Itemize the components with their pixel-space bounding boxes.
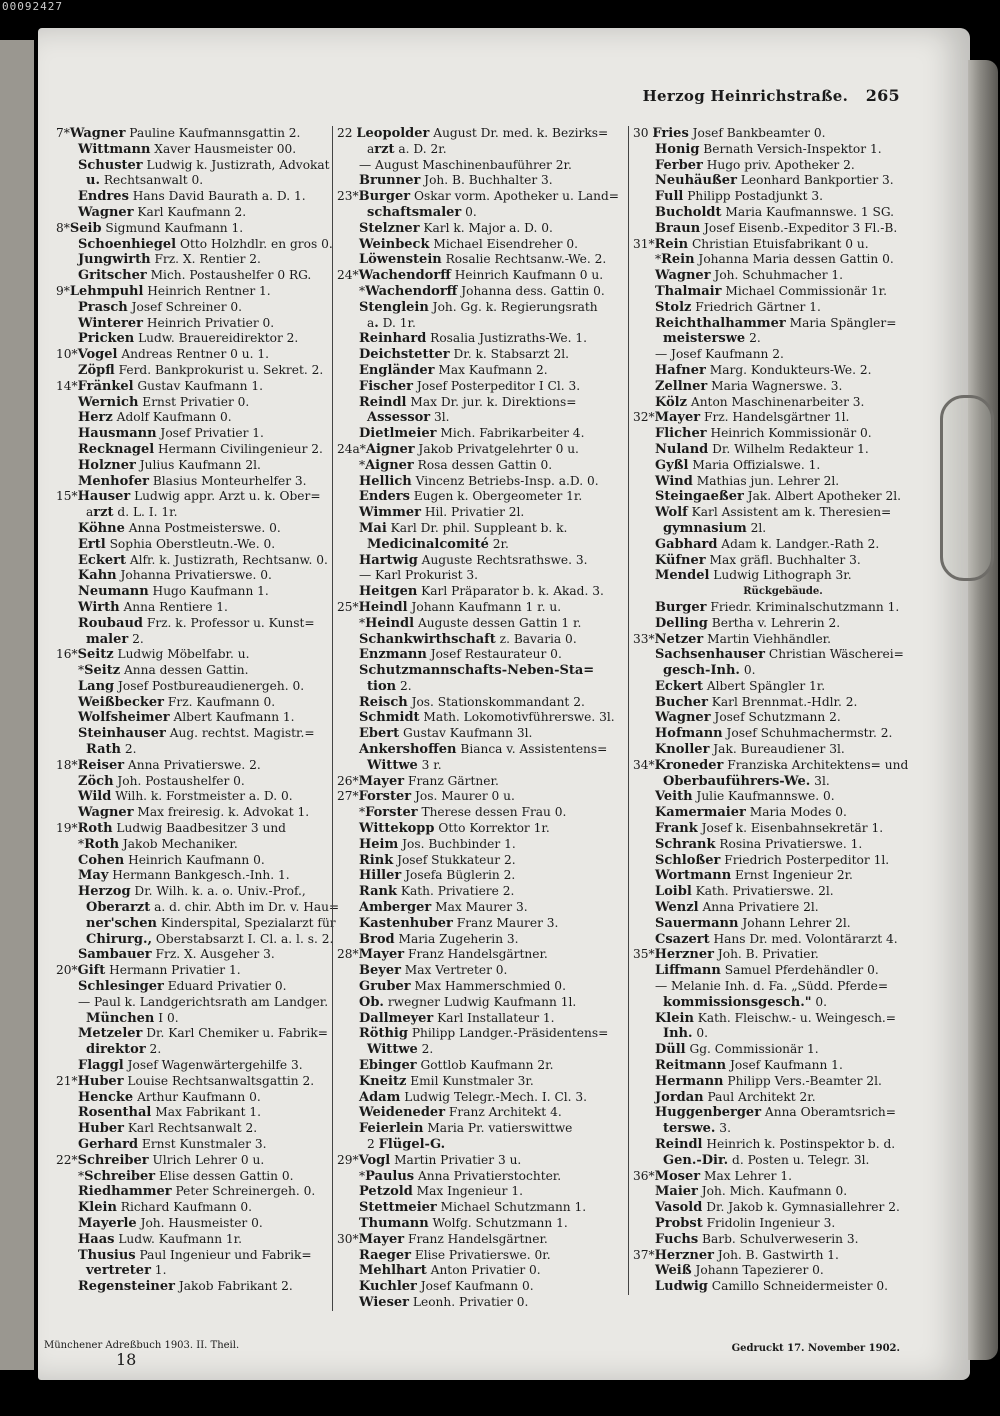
directory-entry: Kölz Anton Maschinenarbeiter 3. <box>655 394 865 410</box>
directory-entry: Beyer Max Vertreter 0. <box>359 963 508 979</box>
directory-entry: Deichstetter Dr. k. Stabsarzt 2l. <box>359 347 569 363</box>
directory-entry: Schloßer Friedrich Posterpeditor 1l. <box>655 852 890 868</box>
directory-entry: Inh. 0. <box>663 1026 709 1042</box>
directory-entry: Braun Josef Eisenb.-Expeditor 3 Fl.-B. <box>655 220 898 236</box>
directory-entry: München I 0. <box>86 1010 179 1026</box>
directory-entry: Küfner Max gräfl. Buchhalter 3. <box>655 552 861 568</box>
directory-entry: Schmidt Math. Lokomotivführerswe. 3l. <box>359 710 615 726</box>
directory-entry: 36*Moser Max Lehrer 1. <box>633 1168 792 1184</box>
directory-entry: Assessor 3l. <box>367 410 450 426</box>
directory-entry: Burger Friedr. Kriminalschutzmann 1. <box>655 599 900 615</box>
directory-entry: 24*Wachendorff Heinrich Kaufmann 0 u. <box>337 268 604 284</box>
directory-entry: Full Philipp Postadjunkt 3. <box>655 189 823 205</box>
directory-entry: Schlesinger Eduard Privatier 0. <box>78 979 287 995</box>
directory-entry: 14*Fränkel Gustav Kaufmann 1. <box>56 378 263 394</box>
directory-entry: Hermann Philipp Vers.-Beamter 2l. <box>655 1073 882 1089</box>
directory-entry: Dallmeyer Karl Installateur 1. <box>359 1010 555 1026</box>
directory-entry: Ebinger Gottlob Kaufmann 2r. <box>359 1058 554 1074</box>
directory-entry: Knoller Jak. Bureaudiener 3l. <box>655 742 845 758</box>
book-edge <box>968 60 998 1360</box>
directory-entry: Zellner Maria Wagnerswe. 3. <box>655 378 843 394</box>
directory-entry: 16*Seitz Ludwig Möbelfabr. u. <box>56 647 250 663</box>
directory-entry: *Schreiber Elise dessen Gattin 0. <box>78 1168 294 1184</box>
directory-entry: *Heindl Auguste dessen Gattin 1 r. <box>359 615 582 631</box>
directory-entry: *Rein Johanna Maria dessen Gattin 0. <box>655 252 894 268</box>
directory-entry: 30*Mayer Franz Handelsgärtner. <box>337 1231 548 1247</box>
directory-entry: Wolfsheimer Albert Kaufmann 1. <box>78 710 295 726</box>
directory-entry: Frank Josef k. Eisenbahnsekretär 1. <box>655 821 884 837</box>
directory-entry: Ludwig Camillo Schneidermeister 0. <box>655 1279 889 1295</box>
directory-entry: Jordan Paul Architekt 2r. <box>655 1089 816 1105</box>
directory-entry: Stolz Friedrich Gärtner 1. <box>655 299 821 315</box>
directory-entry: 33*Netzer Martin Viehhändler. <box>633 631 832 647</box>
directory-entry: Ferber Hugo priv. Apotheker 2. <box>655 157 855 173</box>
directory-entry: Klein Richard Kaufmann 0. <box>78 1200 253 1216</box>
directory-entry: 29*Vogl Martin Privatier 3 u. <box>337 1152 522 1168</box>
directory-entry: Reichthalhammer Maria Spängler= <box>655 315 897 331</box>
directory-entry: Brunner Joh. B. Buchhalter 3. <box>359 173 553 189</box>
directory-entry: Kuchler Josef Kaufmann 0. <box>359 1279 534 1295</box>
sheet-number: 18 <box>116 1350 137 1369</box>
directory-page <box>38 28 970 1380</box>
directory-entry: Maier Joh. Mich. Kaufmann 0. <box>655 1184 848 1200</box>
directory-entry: Reinhard Rosalia Justizraths-We. 1. <box>359 331 587 347</box>
directory-entry: Thalmair Michael Commissionär 1r. <box>655 283 887 299</box>
directory-entry: Flaggl Josef Wagenwärtergehilfe 3. <box>78 1058 303 1074</box>
directory-entry: Thusius Paul Ingenieur und Fabrik= <box>78 1247 312 1263</box>
directory-entry: 22 Leopolder August Dr. med. k. Bezirks= <box>337 126 609 141</box>
directory-entry: *Roth Jakob Mechaniker. <box>78 836 238 852</box>
directory-entry: Herzog Dr. Wilh. k. a. o. Univ.-Prof., <box>78 884 306 900</box>
directory-entry: *Aigner Rosa dessen Gattin 0. <box>359 457 553 473</box>
directory-entry: Enders Eugen k. Obergeometer 1r. <box>359 489 583 505</box>
directory-entry: Ob. rwegner Ludwig Kaufmann 1l. <box>359 994 577 1010</box>
directory-entry: Menhofer Blasius Monteurhelfer 3. <box>78 473 307 489</box>
directory-entry: Raeger Elise Privatierswe. 0r. <box>359 1247 551 1263</box>
page-header <box>643 86 900 105</box>
directory-entry: — Melanie Inh. d. Fa. „Südd. Pferde= <box>655 979 889 994</box>
directory-entry: Schrank Rosina Privatierswe. 1. <box>655 836 863 852</box>
directory-entry: maler 2. <box>86 631 144 647</box>
directory-entry: schaftsmaler 0. <box>367 204 477 220</box>
directory-entry: Enzmann Josef Restaurateur 0. <box>359 647 562 663</box>
directory-entry: Schutzmannschafts-Neben-Sta= <box>359 663 595 679</box>
directory-entry: Rückgebäude. <box>743 586 823 598</box>
directory-entry: Veith Julie Kaufmannswe. 0. <box>655 789 835 805</box>
directory-entry: 19*Roth Ludwig Baadbesitzer 3 und <box>56 821 286 837</box>
directory-entry: Rosenthal Max Fabrikant 1. <box>78 1105 262 1121</box>
directory-entry: Weißbecker Frz. Kaufmann 0. <box>78 694 276 710</box>
directory-entry: Stelzner Karl k. Major a. D. 0. <box>359 220 553 236</box>
directory-entry: Hiller Josefa Büglerin 2. <box>359 868 516 884</box>
directory-entry: Roubaud Frz. k. Professor u. Kunst= <box>78 615 315 631</box>
directory-entry: *Paulus Anna Privatierstochter. <box>359 1168 562 1184</box>
directory-entry: 37*Herzner Joh. B. Gastwirth 1. <box>633 1247 839 1263</box>
directory-entry: Loibl Kath. Privatierswe. 2l. <box>655 884 834 900</box>
directory-entry: Wittwe 3 r. <box>367 757 442 773</box>
directory-entry: terswe. 3. <box>663 1121 731 1137</box>
directory-entry: Kamermaier Maria Modes 0. <box>655 805 847 821</box>
column-left <box>56 126 346 1295</box>
directory-entry: Delling Bertha v. Lehrerin 2. <box>655 615 841 631</box>
previous-page-edge <box>0 40 34 1370</box>
directory-entry: Sauermann Johann Lehrer 2l. <box>655 915 851 931</box>
directory-entry: Rank Kath. Privatiere 2. <box>359 884 515 900</box>
directory-entry: gymnasium 2l. <box>663 520 767 536</box>
directory-entry: Schuster Ludwig k. Justizrath, Advokat <box>78 157 330 173</box>
column-middle <box>332 126 637 1311</box>
directory-entry: tion 2. <box>367 678 412 694</box>
directory-entry: Mehlhart Anton Privatier 0. <box>359 1263 541 1279</box>
directory-entry: Reindl Max Dr. jur. k. Direktions= <box>359 394 577 410</box>
directory-entry: 28*Mayer Franz Handelsgärtner. <box>337 947 548 963</box>
directory-entry: 24a*Aigner Jakob Privatgelehrter 0 u. <box>337 441 579 457</box>
directory-entry: direktor 2. <box>86 1042 162 1058</box>
directory-entry: Reisch Jos. Stationskommandant 2. <box>359 694 585 710</box>
directory-entry: Ankershoffen Bianca v. Assistentens= <box>359 742 608 758</box>
directory-entry: arzt a. D. 2r. <box>367 141 447 157</box>
directory-entry: Haas Ludw. Kaufmann 1r. <box>78 1231 243 1247</box>
directory-entry: Mayerle Joh. Hausmeister 0. <box>78 1215 263 1231</box>
directory-entry: Gruber Max Hammerschmied 0. <box>359 979 566 995</box>
page-number: 265 <box>865 86 900 105</box>
directory-entry: Neumann Hugo Kaufmann 1. <box>78 584 269 600</box>
directory-entry: Gyßl Maria Offizialswe. 1. <box>655 457 821 473</box>
directory-entry: Löwenstein Rosalie Rechtsanw.-We. 2. <box>359 252 607 268</box>
directory-entry: — Karl Prokurist 3. <box>359 568 479 583</box>
directory-entry: Wittekopp Otto Korrektor 1r. <box>359 821 550 837</box>
directory-entry: Gritscher Mich. Postaushelfer 0 RG. <box>78 268 312 284</box>
directory-entry: Holzner Julius Kaufmann 2l. <box>78 457 261 473</box>
directory-entry: Prasch Josef Schreiner 0. <box>78 299 243 315</box>
directory-entry: 27*Forster Jos. Maurer 0 u. <box>337 789 515 805</box>
directory-entry: Reindl Heinrich k. Postinspektor b. d. <box>655 1137 896 1152</box>
directory-entry: Rath 2. <box>86 742 137 758</box>
directory-entry: Amberger Max Maurer 3. <box>359 900 528 916</box>
directory-entry: Ertl Sophia Oberstleutn.-We. 0. <box>78 536 276 552</box>
directory-entry: Wagner Josef Schutzmann 2. <box>655 710 841 726</box>
directory-entry: Pricken Ludw. Brauereidirektor 2. <box>78 331 299 347</box>
directory-entry: *Forster Therese dessen Frau 0. <box>359 805 567 821</box>
directory-entry: Sambauer Frz. X. Ausgeher 3. <box>78 947 275 963</box>
directory-entry: Regensteiner Jakob Fabrikant 2. <box>78 1279 293 1295</box>
directory-entry: Neuhäußer Leonhard Bankportier 3. <box>655 173 894 189</box>
directory-entry: Heitgen Karl Präparator b. k. Akad. 3. <box>359 584 604 600</box>
directory-entry: Oberbauführers-We. 3l. <box>663 773 830 789</box>
directory-entry: *Wachendorff Johanna dess. Gattin 0. <box>359 283 605 299</box>
directory-entry: Petzold Max Ingenieur 1. <box>359 1184 523 1200</box>
directory-entry: Steinhauser Aug. rechtst. Magistr.= <box>78 726 315 742</box>
directory-entry: Kastenhuber Franz Maurer 3. <box>359 915 559 931</box>
directory-entry: Hartwig Auguste Rechtsrathswe. 3. <box>359 552 588 568</box>
directory-entry: Köhne Anna Postmeisterswe. 0. <box>78 520 281 536</box>
directory-entry: gesch-Inh. 0. <box>663 663 756 679</box>
directory-entry: Winterer Heinrich Privatier 0. <box>78 315 275 331</box>
directory-entry: Mendel Ludwig Lithograph 3r. <box>655 568 852 584</box>
directory-entry: Bucher Karl Brennmat.-Hdlr. 2. <box>655 694 858 710</box>
directory-entry: Hausmann Josef Privatier 1. <box>78 426 264 442</box>
directory-entry: Ebert Gustav Kaufmann 3l. <box>359 726 533 742</box>
directory-entry: Mai Karl Dr. phil. Suppleant b. k. <box>359 520 568 536</box>
paper-clip <box>940 395 994 581</box>
directory-entry: Wenzl Anna Privatiere 2l. <box>655 900 819 916</box>
directory-entry: Kahn Johanna Privatierswe. 0. <box>78 568 272 584</box>
directory-entry: 18*Reiser Anna Privatierswe. 2. <box>56 757 261 773</box>
directory-entry: 10*Vogel Andreas Rentner 0 u. 1. <box>56 347 269 363</box>
directory-entry: 22*Schreiber Ulrich Lehrer 0 u. <box>56 1152 265 1168</box>
directory-entry: Wimmer Hil. Privatier 2l. <box>359 505 525 521</box>
directory-entry: Düll Gg. Commissionär 1. <box>655 1042 819 1058</box>
directory-entry: Wirth Anna Rentiere 1. <box>78 599 228 615</box>
directory-entry: Hellich Vincenz Betriebs-Insp. a.D. 0. <box>359 473 599 489</box>
directory-entry: Klein Kath. Fleischw.- u. Weingesch.= <box>655 1010 897 1026</box>
directory-entry: Csazert Hans Dr. med. Volontärarzt 4. <box>655 931 898 947</box>
directory-entry: Oberarzt a. d. chir. Abth im Dr. v. Hau= <box>86 900 340 916</box>
directory-entry: Wittwe 2. <box>367 1042 434 1058</box>
directory-entry: Wagner Karl Kaufmann 2. <box>78 204 247 220</box>
column-right <box>628 126 933 1295</box>
directory-entry: meisterswe 2. <box>663 331 761 347</box>
directory-entry: Riedhammer Peter Schreinergeh. 0. <box>78 1184 316 1200</box>
directory-entry: Chirurg., Oberstabsarzt I. Cl. a. l. s. 2. <box>86 931 334 947</box>
directory-entry: 2 Flügel-G. <box>367 1137 446 1152</box>
directory-entry: Huber Karl Rechtsanwalt 2. <box>78 1121 258 1137</box>
directory-entry: Rink Josef Stukkateur 2. <box>359 852 516 868</box>
directory-entry: Wild Wilh. k. Forstmeister a. D. 0. <box>78 789 293 805</box>
directory-entry: Medicinalcomité 2r. <box>367 536 509 552</box>
directory-entry: Bucholdt Maria Kaufmannswe. 1 SG. <box>655 204 895 220</box>
directory-entry: 15*Hauser Ludwig appr. Arzt u. k. Ober= <box>56 489 321 505</box>
directory-entry: Recknagel Hermann Civilingenieur 2. <box>78 441 323 457</box>
directory-entry: Schankwirthschaft z. Bavaria 0. <box>359 631 577 647</box>
directory-entry: Wagner Max freiresig. k. Advokat 1. <box>78 805 310 821</box>
directory-entry: Zöch Joh. Postaushelfer 0. <box>78 773 245 789</box>
directory-entry: Fuchs Barb. Schulverweserin 3. <box>655 1231 859 1247</box>
directory-entry: Cohen Heinrich Kaufmann 0. <box>78 852 265 868</box>
directory-entry: Wagner Joh. Schuhmacher 1. <box>655 268 844 284</box>
directory-entry: Reitmann Josef Kaufmann 1. <box>655 1058 843 1074</box>
directory-entry: Weiß Johann Tapezierer 0. <box>655 1263 824 1279</box>
directory-entry: 7*Wagner Pauline Kaufmannsgattin 2. <box>56 126 301 141</box>
directory-entry: Schoenhiegel Otto Holzhdlr. en gros 0. <box>78 236 333 252</box>
directory-entry: Weideneder Franz Architekt 4. <box>359 1105 562 1121</box>
directory-entry: Sachsenhauser Christian Wäscherei= <box>655 647 904 663</box>
directory-entry: 21*Huber Louise Rechtsanwaltsgattin 2. <box>56 1073 315 1089</box>
directory-entry: Hencke Arthur Kaufmann 0. <box>78 1089 261 1105</box>
directory-entry: vertreter 1. <box>86 1263 167 1279</box>
directory-entry: Dietlmeier Mich. Fabrikarbeiter 4. <box>359 426 585 442</box>
imprint-line: Münchener Adreßbuch 1903. II. Theil. <box>44 1340 240 1351</box>
directory-entry: arzt d. L. I. 1r. <box>86 505 178 521</box>
directory-entry: Flicher Heinrich Kommissionär 0. <box>655 426 872 442</box>
directory-entry: Zöpfl Ferd. Bankprokurist u. Sekret. 2. <box>78 362 324 378</box>
directory-entry: Wortmann Ernst Ingenieur 2r. <box>655 868 853 884</box>
directory-entry: Eckert Alfr. k. Justizrath, Rechtsanw. 0. <box>78 552 328 568</box>
directory-entry: Honig Bernath Versich-Inspektor 1. <box>655 141 882 157</box>
directory-entry: Hafner Marg. Kondukteurs-We. 2. <box>655 362 872 378</box>
directory-entry: 8*Seib Sigmund Kaufmann 1. <box>56 220 244 236</box>
directory-entry: May Hermann Bankgesch.-Inh. 1. <box>78 868 290 884</box>
directory-entry: 25*Heindl Johann Kaufmann 1 r. u. <box>337 599 562 615</box>
directory-entry: Stettmeier Michael Schutzmann 1. <box>359 1200 587 1216</box>
directory-entry: Feierlein Maria Pr. vatierswittwe <box>359 1121 573 1137</box>
scan-id-label: 00092427 <box>2 0 63 13</box>
directory-entry: 30 Fries Josef Bankbeamter 0. <box>633 126 826 141</box>
directory-entry: Wittmann Xaver Hausmeister 00. <box>78 141 297 157</box>
directory-entry: Röthig Philipp Landger.-Präsidentens= <box>359 1026 609 1042</box>
directory-entry: Adam Ludwig Telegr.-Mech. I. Cl. 3. <box>359 1089 588 1105</box>
directory-entry: Wolf Karl Assistent am k. Theresien= <box>655 505 892 521</box>
directory-entry: Brod Maria Zugeherin 3. <box>359 931 519 947</box>
directory-entry: u. Rechtsanwalt 0. <box>86 173 204 189</box>
directory-entry: Probst Fridolin Ingenieur 3. <box>655 1215 836 1231</box>
directory-entry: Steingaeßer Jak. Albert Apotheker 2l. <box>655 489 902 505</box>
directory-entry: Gabhard Adam k. Landger.-Rath 2. <box>655 536 880 552</box>
directory-entry: Metzeler Dr. Karl Chemiker u. Fabrik= <box>78 1026 328 1042</box>
directory-entry: — Paul k. Landgerichtsrath am Landger. <box>78 994 329 1009</box>
directory-entry: Huggenberger Anna Oberamtsrich= <box>655 1105 896 1121</box>
directory-entry: Gerhard Ernst Kunstmaler 3. <box>78 1137 267 1152</box>
directory-entry: Lang Josef Postbureaudienergeh. 0. <box>78 678 305 694</box>
directory-entry: 26*Mayer Franz Gärtner. <box>337 773 499 789</box>
directory-entry: kommissionsgesch." 0. <box>663 994 828 1010</box>
directory-entry: Vasold Dr. Jakob k. Gymnasiallehrer 2. <box>655 1200 900 1216</box>
directory-entry: Engländer Max Kaufmann 2. <box>359 362 548 378</box>
directory-entry: Gen.-Dir. d. Posten u. Telegr. 3l. <box>663 1152 870 1168</box>
directory-entry: 23*Burger Oskar vorm. Apotheker u. Land= <box>337 189 619 205</box>
street-heading: Herzog Heinrichstraße. <box>642 87 849 105</box>
directory-entry: Herz Adolf Kaufmann 0. <box>78 410 232 426</box>
directory-entry: Stenglein Joh. Gg. k. Regierungsrath <box>359 299 598 315</box>
directory-entry: Thumann Wolfg. Schutzmann 1. <box>359 1215 568 1231</box>
directory-entry: Nuland Dr. Wilhelm Redakteur 1. <box>655 441 869 457</box>
directory-entry: Fischer Josef Posterpeditor I Cl. 3. <box>359 378 581 394</box>
directory-entry: — Josef Kaufmann 2. <box>655 347 784 362</box>
directory-entry: a. D. 1r. <box>367 315 416 331</box>
directory-entry: 34*Kroneder Franziska Architektens= und <box>633 757 909 773</box>
directory-entry: Liffmann Samuel Pferdehändler 0. <box>655 963 879 979</box>
print-date: Gedruckt 17. November 1902. <box>731 1343 900 1354</box>
directory-entry: — August Maschinenbauführer 2r. <box>359 157 572 172</box>
directory-entry: 20*Gift Hermann Privatier 1. <box>56 963 241 979</box>
directory-entry: Endres Hans David Baurath a. D. 1. <box>78 189 306 205</box>
directory-entry: 32*Mayer Frz. Handelsgärtner 1l. <box>633 410 850 426</box>
directory-entry: Jungwirth Frz. X. Rentier 2. <box>78 252 261 268</box>
directory-entry: Eckert Albert Spängler 1r. <box>655 678 826 694</box>
directory-entry: Heim Jos. Buchbinder 1. <box>359 836 516 852</box>
directory-entry: Wernich Ernst Privatier 0. <box>78 394 250 410</box>
directory-entry: 9*Lehmpuhl Heinrich Rentner 1. <box>56 283 271 299</box>
directory-entry: Weinbeck Michael Eisendreher 0. <box>359 236 579 252</box>
directory-entry: *Seitz Anna dessen Gattin. <box>78 663 249 679</box>
directory-entry: Hofmann Josef Schuhmachermstr. 2. <box>655 726 893 742</box>
directory-entry: 35*Herzner Joh. B. Privatier. <box>633 947 819 963</box>
directory-entry: ner'schen Kinderspital, Spezialarzt für <box>86 915 336 931</box>
directory-entry: Wind Mathias jun. Lehrer 2l. <box>655 473 840 489</box>
directory-entry: Wieser Leonh. Privatier 0. <box>359 1294 529 1310</box>
directory-entry: 31*Rein Christian Etuisfabrikant 0 u. <box>633 236 869 252</box>
directory-entry: Kneitz Emil Kunstmaler 3r. <box>359 1073 534 1089</box>
